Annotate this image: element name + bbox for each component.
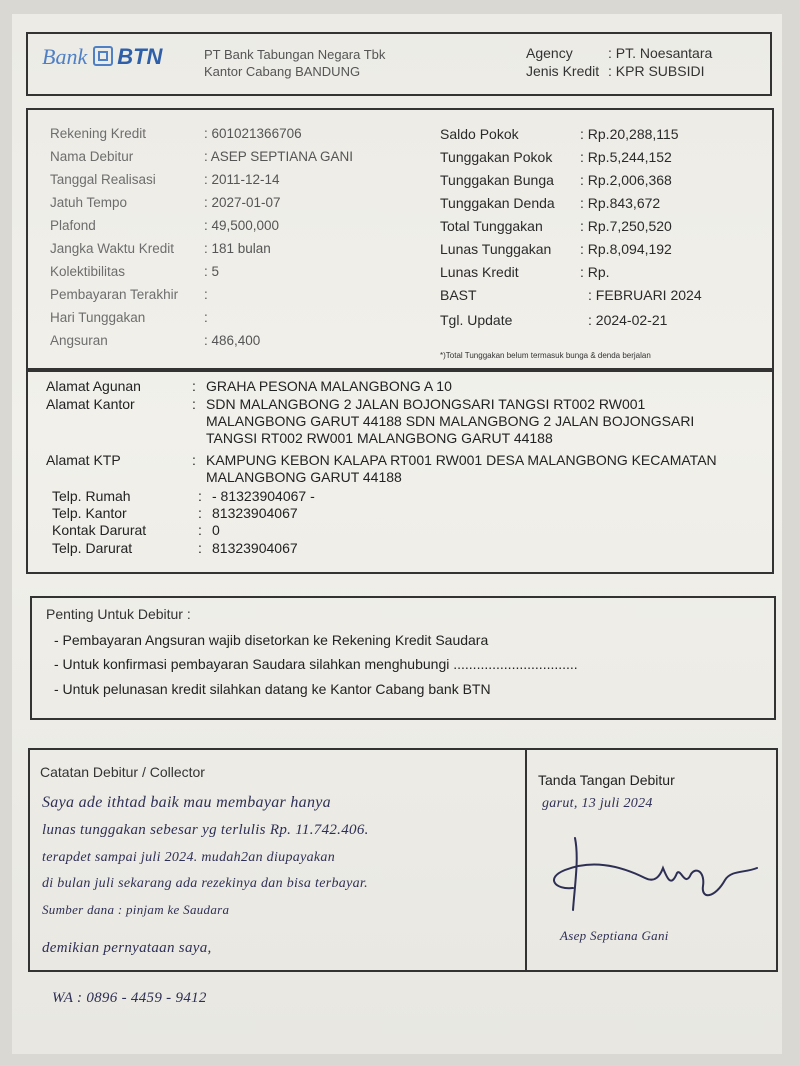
- agency-info: [526, 44, 712, 80]
- field-value: : 49,500,000: [204, 218, 280, 233]
- colon: :: [192, 452, 196, 468]
- field-label: Telp. Darurat: [52, 540, 133, 556]
- handwritten-line: di bulan juli sekarang ada rezekinya dan bisa terbayar.: [42, 876, 368, 891]
- field-label: Tunggakan Bunga: [440, 172, 554, 188]
- field-value: 81323904067: [212, 505, 298, 521]
- credit-type-label: Jenis Kredit: [526, 63, 600, 79]
- field-value: : ASEP SEPTIANA GANI: [204, 149, 354, 164]
- important-line: - Untuk konfirmasi pembayaran Saudara silahkan menghubungi ................................: [54, 656, 578, 672]
- header-box: [26, 32, 772, 96]
- field-label: Tgl. Update: [440, 312, 513, 328]
- field-label: Kolektibilitas: [50, 264, 126, 279]
- important-box: [30, 596, 776, 720]
- handwritten-line: terapdet sampai juli 2024. mudah2an diupayakan: [42, 850, 335, 865]
- field-value: : FEBRUARI 2024: [588, 287, 702, 303]
- agency-value: : PT. Noesantara: [608, 45, 713, 61]
- whatsapp-contact: WA : 0896 - 4459 - 9412: [52, 990, 207, 1006]
- field-value: : Rp.5,244,152: [580, 149, 672, 165]
- field-label: Hari Tunggakan: [50, 310, 146, 325]
- field-value: : Rp.7,250,520: [580, 218, 672, 234]
- branch-name: Kantor Cabang BANDUNG: [204, 64, 361, 79]
- credit-type-value: : KPR SUBSIDI: [608, 63, 705, 79]
- notes-title: Catatan Debitur / Collector: [40, 764, 205, 780]
- bank-info: [204, 46, 385, 80]
- field-label: Jangka Waktu Kredit: [50, 241, 175, 256]
- field-value: : 2027-01-07: [204, 195, 281, 210]
- field-label: Angsuran: [50, 333, 108, 348]
- field-label: Lunas Tunggakan: [440, 241, 552, 257]
- signature-scribble-icon: [535, 828, 765, 918]
- notes-box: [28, 748, 778, 972]
- field-label: Nama Debitur: [50, 149, 134, 164]
- logo-brand: BTN: [117, 44, 163, 69]
- signature-title: Tanda Tangan Debitur: [538, 772, 675, 788]
- field-label: Tanggal Realisasi: [50, 172, 156, 187]
- field-label: Kontak Darurat: [52, 522, 147, 538]
- important-line: - Pembayaran Angsuran wajib disetorkan ke Rekening Kredit Saudara: [54, 632, 489, 648]
- field-label: Plafond: [50, 218, 96, 233]
- handwritten-line: lunas tunggakan sebesar yg terlulis Rp. 11.742.406.: [42, 822, 369, 838]
- field-value: : Rp.20,288,115: [580, 126, 679, 142]
- field-value: : 5: [204, 264, 220, 279]
- field-label: Tunggakan Pokok: [440, 149, 553, 165]
- field-value: : Rp.: [580, 264, 610, 280]
- logo-text: Bank: [42, 44, 88, 69]
- colon: :: [198, 522, 202, 538]
- field-label: Jatuh Tempo: [50, 195, 128, 210]
- field-label: Alamat Kantor: [46, 396, 135, 412]
- field-label: Tunggakan Denda: [440, 195, 555, 211]
- field-value: : Rp.843,672: [580, 195, 661, 211]
- notes-divider: [525, 750, 527, 970]
- field-label: Rekening Kredit: [50, 126, 147, 141]
- address-box: [26, 370, 774, 574]
- field-label: Lunas Kredit: [440, 264, 519, 280]
- loan-footnote: *)Total Tunggakan belum termasuk bunga & denda berjalan: [440, 351, 651, 360]
- field-value: 81323904067: [212, 540, 298, 556]
- field-value: : 181 bulan: [204, 241, 271, 256]
- colon: :: [192, 378, 196, 394]
- field-value: 0: [212, 522, 220, 538]
- document-paper: [12, 14, 782, 1054]
- field-label: BAST: [440, 287, 477, 303]
- agency-label: Agency: [526, 45, 573, 61]
- handwritten-line: Saya ade ithtad baik mau membayar hanya: [42, 794, 331, 811]
- bank-logo: [42, 44, 162, 70]
- field-value: : 2011-12-14: [204, 172, 280, 187]
- handwritten-line: demikian pernyataan saya,: [42, 940, 212, 956]
- field-value: SDN MALANGBONG 2 JALAN BOJONGSARI TANGSI RT002 RW001 MALANGBONG GARUT 44188 SDN MALANGBONG 2 JALAN BOJONGSARI TANGSI RT002 RW001 MALANGBONG GARUT 44188: [206, 396, 695, 446]
- field-label: Total Tunggakan: [440, 218, 543, 234]
- field-value: : 2024-02-21: [588, 312, 668, 328]
- field-label: Saldo Pokok: [440, 126, 519, 142]
- field-value: : 486,400: [204, 333, 261, 348]
- field-value: :: [204, 287, 208, 302]
- field-value: KAMPUNG KEBON KALAPA RT001 RW001 DESA MALANGBONG KECAMATAN MALANGBONG GARUT 44188: [206, 452, 717, 485]
- field-label: Pembayaran Terakhir: [50, 287, 179, 302]
- field-value: : Rp.8,094,192: [580, 241, 672, 257]
- handwritten-line: Sumber dana : pinjam ke Saudara: [42, 902, 230, 917]
- field-label: Telp. Rumah: [52, 488, 131, 504]
- colon: :: [198, 488, 202, 504]
- loan-details-box: [26, 108, 774, 370]
- signature-name: Asep Septiana Gani: [560, 928, 669, 943]
- bank-name: PT Bank Tabungan Negara Tbk: [204, 47, 386, 62]
- field-value: : Rp.2,006,368: [580, 172, 672, 188]
- important-line: - Untuk pelunasan kredit silahkan datang ke Kantor Cabang bank BTN: [54, 681, 491, 697]
- field-label: Alamat KTP: [46, 452, 121, 468]
- important-title: Penting Untuk Debitur :: [46, 606, 191, 622]
- btn-logo-icon: [93, 46, 113, 66]
- field-value: GRAHA PESONA MALANGBONG A 10: [206, 378, 452, 394]
- field-label: Alamat Agunan: [46, 378, 141, 394]
- field-value: : 601021366706: [204, 126, 302, 141]
- signature-place-date: garut, 13 juli 2024: [542, 796, 653, 811]
- colon: :: [192, 396, 196, 412]
- colon: :: [198, 540, 202, 556]
- colon: :: [198, 505, 202, 521]
- field-value: :: [204, 310, 208, 325]
- field-value: - 81323904067 -: [212, 488, 315, 504]
- field-label: Telp. Kantor: [52, 505, 127, 521]
